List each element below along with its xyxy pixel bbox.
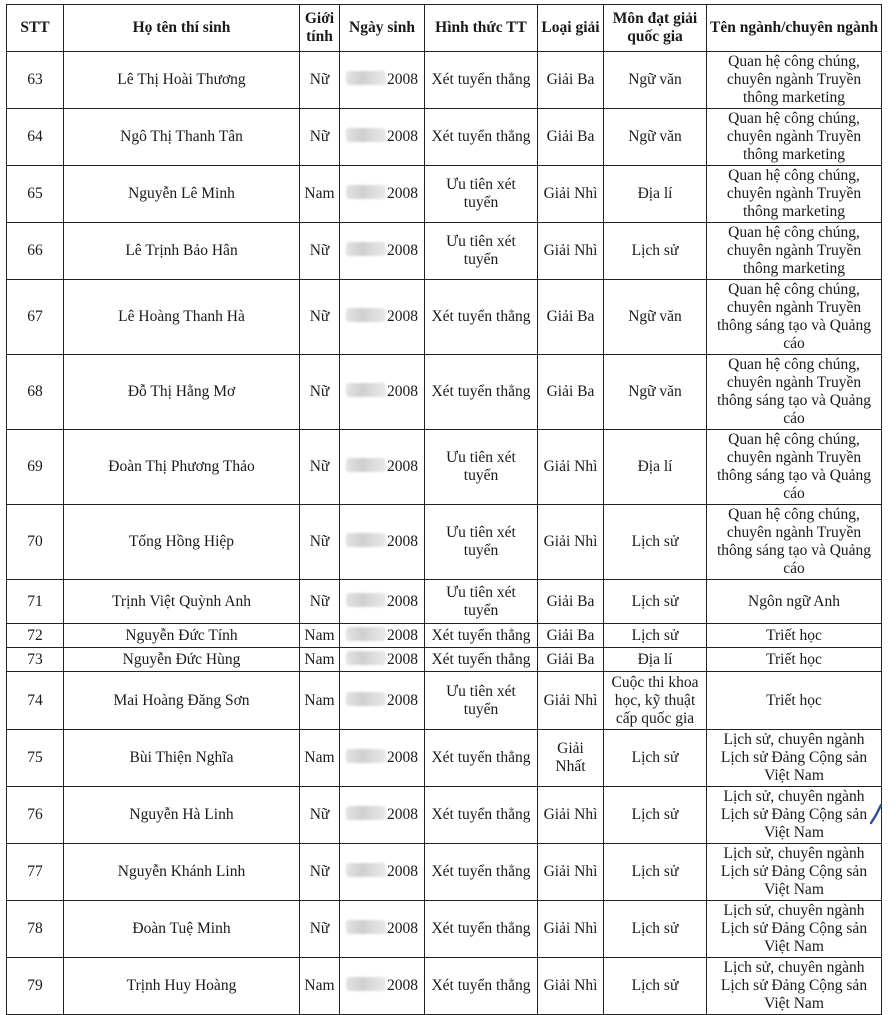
cell-method: Xét tuyển thẳng [425,958,538,1015]
cell-stt: 73 [7,648,64,672]
cell-subject: Lịch sử [604,901,707,958]
cell-method: Xét tuyển thẳng [425,730,538,787]
dob-year: 2008 [387,308,418,325]
cell-award: Giải Nhì [538,223,604,280]
cell-gender: Nam [300,958,340,1015]
cell-subject: Ngữ văn [604,52,707,109]
cell-major: Quan hệ công chúng, chuyên ngành Truyền thông sáng tạo và Quảng cáo [707,280,882,355]
cell-stt: 70 [7,505,64,580]
cell-award: Giải Nhì [538,166,604,223]
cell-method: Xét tuyển thẳng [425,280,538,355]
cell-gender: Nam [300,730,340,787]
table-row [7,787,882,844]
cell-subject: Lịch sử [604,624,707,648]
cell-gender: Nữ [300,280,340,355]
cell-gender: Nữ [300,355,340,430]
cell-name: Ngô Thị Thanh Tân [64,109,300,166]
redacted-date [346,977,386,991]
cell-subject: Ngữ văn [604,355,707,430]
cell-dob [340,844,425,901]
cell-name: Bùi Thiện Nghĩa [64,730,300,787]
table-row [7,280,882,355]
dob-year: 2008 [387,185,418,202]
cell-subject: Lịch sử [604,844,707,901]
cell-dob [340,648,425,672]
table-body [7,52,882,1015]
cell-name: Tống Hồng Hiệp [64,505,300,580]
table-header [7,5,882,52]
cell-award: Giải Ba [538,280,604,355]
cell-name: Mai Hoàng Đăng Sơn [64,672,300,730]
cell-name: Nguyễn Khánh Linh [64,844,300,901]
header-gender: Giới tính [300,5,340,52]
cell-gender: Nữ [300,505,340,580]
cell-method: Xét tuyển thẳng [425,109,538,166]
cell-major: Lịch sử, chuyên ngành Lịch sử Đảng Cộng sản Việt Nam [707,844,882,901]
dob-year: 2008 [387,749,418,766]
cell-dob [340,109,425,166]
redacted-date [346,383,386,397]
cell-subject: Cuộc thi khoa học, kỹ thuật cấp quốc gia [604,672,707,730]
redacted-date [346,749,386,763]
dob-year: 2008 [387,383,418,400]
cell-gender: Nam [300,648,340,672]
cell-name: Lê Hoàng Thanh Hà [64,280,300,355]
cell-major: Lịch sử, chuyên ngành Lịch sử Đảng Cộng sản Việt Nam [707,901,882,958]
cell-subject: Lịch sử [604,580,707,624]
table-row [7,430,882,505]
cell-gender: Nữ [300,844,340,901]
cell-dob [340,901,425,958]
table-row [7,624,882,648]
cell-major: Triết học [707,624,882,648]
cell-name: Nguyễn Đức Hùng [64,648,300,672]
redacted-date [346,863,386,877]
candidate-table [6,4,882,1015]
table-row [7,730,882,787]
cell-award: Giải Nhì [538,844,604,901]
dob-year: 2008 [387,691,418,709]
cell-name: Lê Thị Hoài Thương [64,52,300,109]
cell-stt: 71 [7,580,64,624]
cell-award: Giải Nhì [538,787,604,844]
cell-dob [340,355,425,430]
cell-stt: 67 [7,280,64,355]
cell-subject: Địa lí [604,648,707,672]
cell-dob [340,223,425,280]
cell-stt: 72 [7,624,64,648]
cell-major: Lịch sử, chuyên ngành Lịch sử Đảng Cộng sản Việt Nam [707,958,882,1015]
cell-name: Đoàn Thị Phương Thảo [64,430,300,505]
cell-method: Ưu tiên xét tuyển [425,672,538,730]
table-row [7,505,882,580]
cell-award: Giải Ba [538,355,604,430]
cell-method: Xét tuyển thẳng [425,844,538,901]
cell-dob [340,166,425,223]
cell-award: Giải Nhất [538,730,604,787]
cell-award: Giải Nhì [538,430,604,505]
table-row [7,355,882,430]
cell-award: Giải Nhì [538,672,604,730]
cell-award: Giải Ba [538,52,604,109]
dob-year: 2008 [387,806,418,823]
header-major: Tên ngành/chuyên ngành [707,5,882,52]
table-row [7,672,882,730]
cell-major: Quan hệ công chúng, chuyên ngành Truyền thông marketing [707,166,882,223]
cell-award: Giải Nhì [538,901,604,958]
cell-major: Quan hệ công chúng, chuyên ngành Truyền thông marketing [707,109,882,166]
cell-major: Lịch sử, chuyên ngành Lịch sử Đảng Cộng sản Việt Nam [707,787,882,844]
document-page [6,4,886,1012]
cell-major: Quan hệ công chúng, chuyên ngành Truyền thông sáng tạo và Quảng cáo [707,505,882,580]
cell-major: Triết học [707,672,882,730]
cell-award: Giải Nhì [538,505,604,580]
header-name: Họ tên thí sinh [64,5,300,52]
cell-dob [340,52,425,109]
cell-gender: Nam [300,166,340,223]
cell-method: Xét tuyển thẳng [425,52,538,109]
cell-stt: 65 [7,166,64,223]
cell-award: Giải Ba [538,580,604,624]
cell-stt: 75 [7,730,64,787]
cell-stt: 64 [7,109,64,166]
cell-dob [340,580,425,624]
table-row [7,223,882,280]
cell-gender: Nữ [300,901,340,958]
cell-major: Quan hệ công chúng, chuyên ngành Truyền thông sáng tạo và Quảng cáo [707,355,882,430]
redacted-date [346,627,386,641]
redacted-date [346,71,386,85]
redacted-date [346,806,386,820]
cell-name: Lê Trịnh Bảo Hân [64,223,300,280]
cell-dob [340,280,425,355]
dob-year: 2008 [387,458,418,475]
table-row [7,109,882,166]
redacted-date [346,593,386,607]
cell-subject: Lịch sử [604,958,707,1015]
cell-name: Trịnh Việt Quỳnh Anh [64,580,300,624]
cell-method: Xét tuyển thẳng [425,648,538,672]
cell-award: Giải Ba [538,624,604,648]
header-method: Hình thức TT [425,5,538,52]
cell-stt: 69 [7,430,64,505]
cell-gender: Nữ [300,52,340,109]
cell-subject: Ngữ văn [604,109,707,166]
cell-subject: Lịch sử [604,505,707,580]
cell-subject: Địa lí [604,430,707,505]
redacted-date [346,128,386,142]
cell-name: Đỗ Thị Hằng Mơ [64,355,300,430]
cell-stt: 74 [7,672,64,730]
cell-major: Ngôn ngữ Anh [707,580,882,624]
cell-subject: Địa lí [604,166,707,223]
cell-stt: 79 [7,958,64,1015]
cell-dob [340,787,425,844]
cell-gender: Nữ [300,109,340,166]
cell-stt: 63 [7,52,64,109]
redacted-date [346,308,386,322]
dob-year: 2008 [387,533,418,550]
cell-gender: Nam [300,624,340,648]
redacted-date [346,651,386,665]
cell-stt: 78 [7,901,64,958]
cell-stt: 68 [7,355,64,430]
cell-gender: Nữ [300,430,340,505]
cell-dob [340,430,425,505]
cell-gender: Nam [300,672,340,730]
cell-dob [340,672,425,730]
cell-method: Xét tuyển thẳng [425,355,538,430]
dob-year: 2008 [387,592,418,610]
dob-year: 2008 [387,71,418,88]
table-row [7,901,882,958]
cell-name: Trịnh Huy Hoàng [64,958,300,1015]
cell-stt: 76 [7,787,64,844]
cell-method: Ưu tiên xét tuyển [425,223,538,280]
redacted-date [346,920,386,934]
cell-name: Nguyễn Hà Linh [64,787,300,844]
pen-stroke-icon [868,803,884,825]
cell-method: Xét tuyển thẳng [425,787,538,844]
cell-subject: Lịch sử [604,223,707,280]
cell-major: Quan hệ công chúng, chuyên ngành Truyền thông sáng tạo và Quảng cáo [707,430,882,505]
table-row [7,958,882,1015]
cell-method: Ưu tiên xét tuyển [425,505,538,580]
cell-method: Ưu tiên xét tuyển [425,430,538,505]
cell-award: Giải Ba [538,109,604,166]
redacted-date [346,692,386,706]
cell-gender: Nữ [300,580,340,624]
header-stt: STT [7,5,64,52]
dob-year: 2008 [387,242,418,259]
dob-year: 2008 [387,650,418,668]
table-row [7,166,882,223]
dob-year: 2008 [387,128,418,145]
dob-year: 2008 [387,977,418,994]
cell-major: Triết học [707,648,882,672]
cell-method: Ưu tiên xét tuyển [425,166,538,223]
dob-year: 2008 [387,920,418,937]
redacted-date [346,185,386,199]
cell-dob [340,730,425,787]
cell-name: Đoàn Tuệ Minh [64,901,300,958]
cell-subject: Ngữ văn [604,280,707,355]
redacted-date [346,533,386,547]
dob-year: 2008 [387,626,418,644]
cell-stt: 66 [7,223,64,280]
cell-dob [340,958,425,1015]
cell-award: Giải Ba [538,648,604,672]
header-row [7,5,882,52]
table-row [7,580,882,624]
table-row [7,52,882,109]
cell-method: Xét tuyển thẳng [425,624,538,648]
cell-major: Lịch sử, chuyên ngành Lịch sử Đảng Cộng sản Việt Nam [707,730,882,787]
table-row [7,844,882,901]
cell-method: Ưu tiên xét tuyển [425,580,538,624]
cell-name: Nguyễn Lê Minh [64,166,300,223]
cell-name: Nguyễn Đức Tính [64,624,300,648]
cell-subject: Lịch sử [604,787,707,844]
cell-major: Quan hệ công chúng, chuyên ngành Truyền thông marketing [707,52,882,109]
cell-gender: Nữ [300,787,340,844]
cell-major: Quan hệ công chúng, chuyên ngành Truyền thông marketing [707,223,882,280]
header-subject: Môn đạt giải quốc gia [604,5,707,52]
cell-dob [340,505,425,580]
dob-year: 2008 [387,863,418,880]
cell-gender: Nữ [300,223,340,280]
cell-dob [340,624,425,648]
cell-stt: 77 [7,844,64,901]
redacted-date [346,458,386,472]
redacted-date [346,242,386,256]
cell-award: Giải Nhì [538,958,604,1015]
cell-method: Xét tuyển thẳng [425,901,538,958]
header-dob: Ngày sinh [340,5,425,52]
cell-subject: Lịch sử [604,730,707,787]
header-award: Loại giải [538,5,604,52]
table-row [7,648,882,672]
